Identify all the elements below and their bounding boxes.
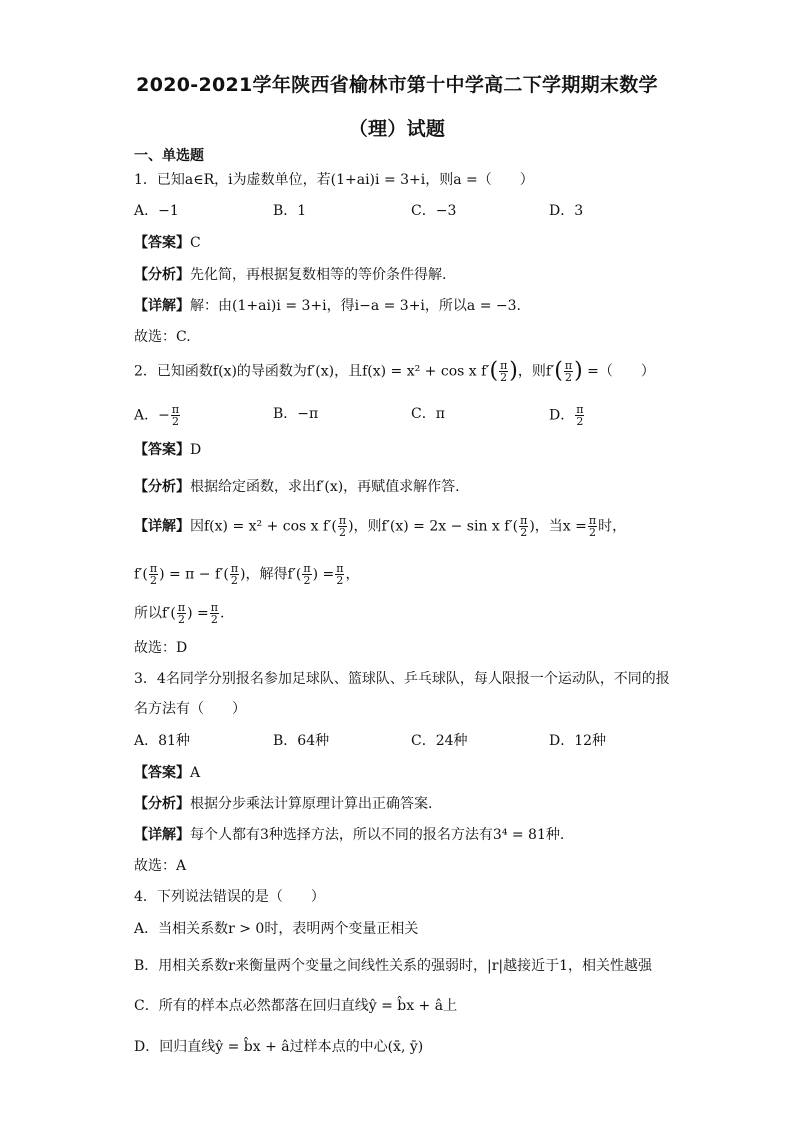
answer-value: C	[190, 235, 201, 251]
fraction: $\frac{\pi}{2}$	[500, 359, 508, 384]
q2-stem-part: =（ ）	[582, 363, 655, 380]
q2-stem-part: 2．已知函数f(x)的导函数为f′(x)，且f(x) = x² + cos x f′	[134, 363, 490, 380]
q4-option-b: B．用相关系数r来衡量两个变量之间线性关系的强弱时，|r|越接近于1，相关性越强	[134, 958, 653, 974]
q4-option-c: C．所有的样本点必然都落在回归直线ŷ = b̂x + â上	[134, 998, 458, 1014]
answer-tag: 【答案】	[134, 442, 190, 458]
q2-detail-line3: 所以f′( $\frac{\pi}{2}$ ) = $\frac{\pi}{2}$ .	[134, 601, 225, 626]
q3-option-c: C．24种	[411, 733, 468, 749]
q1-answer	[134, 233, 674, 253]
detail-text: 解：由(1+ai)i = 3+i，得i−a = 3+i，所以a = −3.	[190, 298, 521, 314]
q4-stem: 4．下列说法错误的是（ ）	[134, 889, 325, 905]
analysis-tag: 【分析】	[134, 267, 190, 283]
q4-option-d: D．回归直线ŷ = b̂x + â过样本点的中心(x̄, ȳ)	[134, 1039, 424, 1055]
q2-choose: 故选：D	[134, 640, 188, 656]
q3-analysis	[134, 794, 674, 814]
answer-tag: 【答案】	[134, 765, 190, 781]
q3-detail	[134, 825, 674, 845]
q2-stem: 2．已知函数f(x)的导函数为f′(x)，且f(x) = x² + cos x f′( $\frac{\pi}{2}$ )，则f′( $\frac{\pi}{2}$ ) =（ ）	[134, 358, 655, 384]
q2-detail-line1: 【详解】因f(x) = x² + cos x f′( $\frac{\pi}{2}$ )，则f′(x) = 2x − sin x f′( $\frac{\pi}{2}$ )，当x = $\frac{\pi}{2}$ 时，	[134, 514, 627, 539]
q1-option-c: C．−3	[411, 203, 457, 219]
q2-option-a: A．− $\frac{\pi}{2}$	[134, 403, 180, 428]
section-heading: 一、单选题	[134, 148, 204, 164]
q1-option-b: B．1	[273, 203, 307, 219]
q3-stem-line1: 3．4名同学分别报名参加足球队、篮球队、乒乓球队，每人限报一个运动队，不同的报	[134, 671, 670, 687]
analysis-tag: 【分析】	[134, 796, 190, 812]
q2-option-d: D． $\frac{\pi}{2}$	[549, 403, 584, 428]
q2-analysis	[134, 477, 674, 497]
detail-text: 每个人都有3种选择方法，所以不同的报名方法有3⁴ = 81种.	[190, 827, 565, 843]
q2-answer	[134, 440, 674, 460]
paper-title-line2: （理）试题	[348, 118, 446, 140]
q3-answer	[134, 763, 674, 783]
q3-choose: 故选：A	[134, 858, 187, 874]
q4-option-a: A．当相关系数r > 0时，表明两个变量正相关	[134, 921, 419, 937]
answer-value: A	[190, 765, 201, 781]
q2-option-c: C．π	[411, 406, 445, 422]
q2-detail-line2: f′( $\frac{\pi}{2}$ ) = π − f′( $\frac{\pi}{2}$ )，解得f′( $\frac{\pi}{2}$ ) = $\frac{\pi}{2}$ ，	[134, 562, 360, 587]
paper-title-line1: 2020-2021学年陕西省榆林市第十中学高二下学期期末数学	[136, 74, 658, 96]
q1-option-d: D．3	[549, 203, 584, 219]
q3-stem-line2: 名方法有（ ）	[134, 701, 246, 717]
q1-choose: 故选：C.	[134, 329, 191, 345]
q2-option-b: B．−π	[273, 406, 319, 422]
q2-stem-part: ，则f′	[517, 363, 555, 380]
q3-option-d: D．12种	[549, 733, 607, 749]
fraction: $\frac{\pi}{2}$	[564, 359, 573, 384]
analysis-text: 根据给定函数，求出f′(x)，再赋值求解作答.	[190, 479, 460, 495]
analysis-text: 根据分步乘法计算原理计算出正确答案.	[190, 796, 433, 812]
q1-analysis	[134, 265, 674, 285]
q3-option-b: B．64种	[273, 733, 330, 749]
q1-detail	[134, 296, 674, 316]
answer-tag: 【答案】	[134, 235, 190, 251]
analysis-text: 先化简，再根据复数相等的等价条件得解.	[190, 267, 447, 283]
q1-option-a: A．−1	[134, 203, 179, 219]
q3-option-a: A．81种	[134, 733, 190, 749]
detail-tag: 【详解】	[134, 827, 190, 843]
detail-tag: 【详解】	[134, 518, 190, 535]
analysis-tag: 【分析】	[134, 479, 190, 495]
detail-tag: 【详解】	[134, 298, 190, 314]
answer-value: D	[190, 442, 202, 458]
q1-stem: 1．已知a∈R，i为虚数单位，若(1+ai)i = 3+i，则a =（ ）	[134, 172, 534, 188]
